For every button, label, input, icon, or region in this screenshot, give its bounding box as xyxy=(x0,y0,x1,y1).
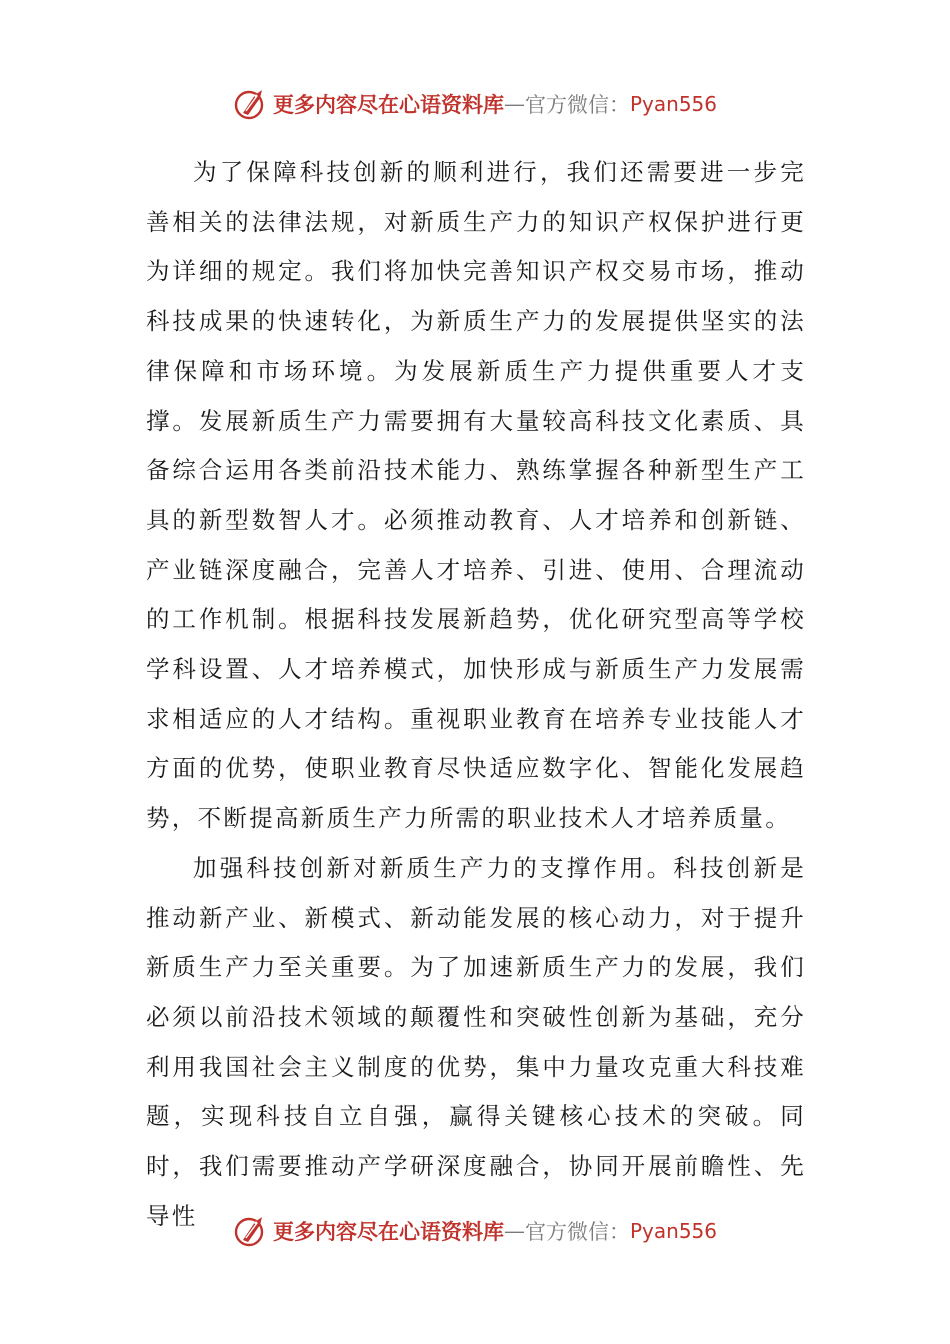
banner-label: 官方微信： xyxy=(524,1220,630,1244)
paragraph-1: 为了保障科技创新的顺利进行，我们还需要进一步完善相关的法律法规，对新质生产力的知识产权保护进行更为详细的规定。我们将加快完善知识产权交易市场，推动科技成果的快速转化，为新质生产力的发展提供坚实的法律保障和市场环境。为发展新质生产力提供重要人才支撑。发展新质生产力需要拥有大量较高科技文化素质、具备综合运用各类前沿技术能力、熟练掌握各种新型生产工具的新型数智人才。必须推动教育、人才培养和创新链、产业链深度融合，完善人才培养、引进、使用、合理流动的工作机制。根据科技发展新趋势，优化研究型高等学校学科设置、人才培养模式，加快形成与新质生产力发展需求相适应的人才结构。重视职业教育在培养专业技能人才方面的优势，使职业教育尽快适应数字化、智能化发展趋势，不断提高新质生产力所需的职业技术人才培养质量。 xyxy=(146,158,806,833)
banner-wechat-id: Pyan556 xyxy=(629,92,717,116)
banner-dash: — xyxy=(503,92,525,116)
banner-label: 官方微信： xyxy=(524,93,630,117)
banner-main-text: 更多内容尽在心语资料库 xyxy=(272,92,504,117)
header-banner xyxy=(0,84,950,124)
document-body xyxy=(146,148,806,1241)
banner-wechat-id: Pyan556 xyxy=(629,1219,717,1243)
pen-nib-logo-icon xyxy=(233,1213,269,1249)
banner-dash: — xyxy=(503,1219,525,1243)
pen-nib-logo-icon xyxy=(233,86,269,122)
paragraph-2: 加强科技创新对新质生产力的支撑作用。科技创新是推动新产业、新模式、新动能发展的核心动力，对于提升新质生产力至关重要。为了加速新质生产力的发展，我们必须以前沿技术领域的颠覆性和突破性创新为基础，充分利用我国社会主义制度的优势，集中力量攻克重大科技难题，实现科技自立自强，赢得关键核心技术的突破。同时，我们需要推动产学研深度融合，协同开展前瞻性、先导性 xyxy=(146,853,806,1230)
banner-main-text: 更多内容尽在心语资料库 xyxy=(272,1219,504,1244)
footer-banner xyxy=(0,1211,950,1251)
